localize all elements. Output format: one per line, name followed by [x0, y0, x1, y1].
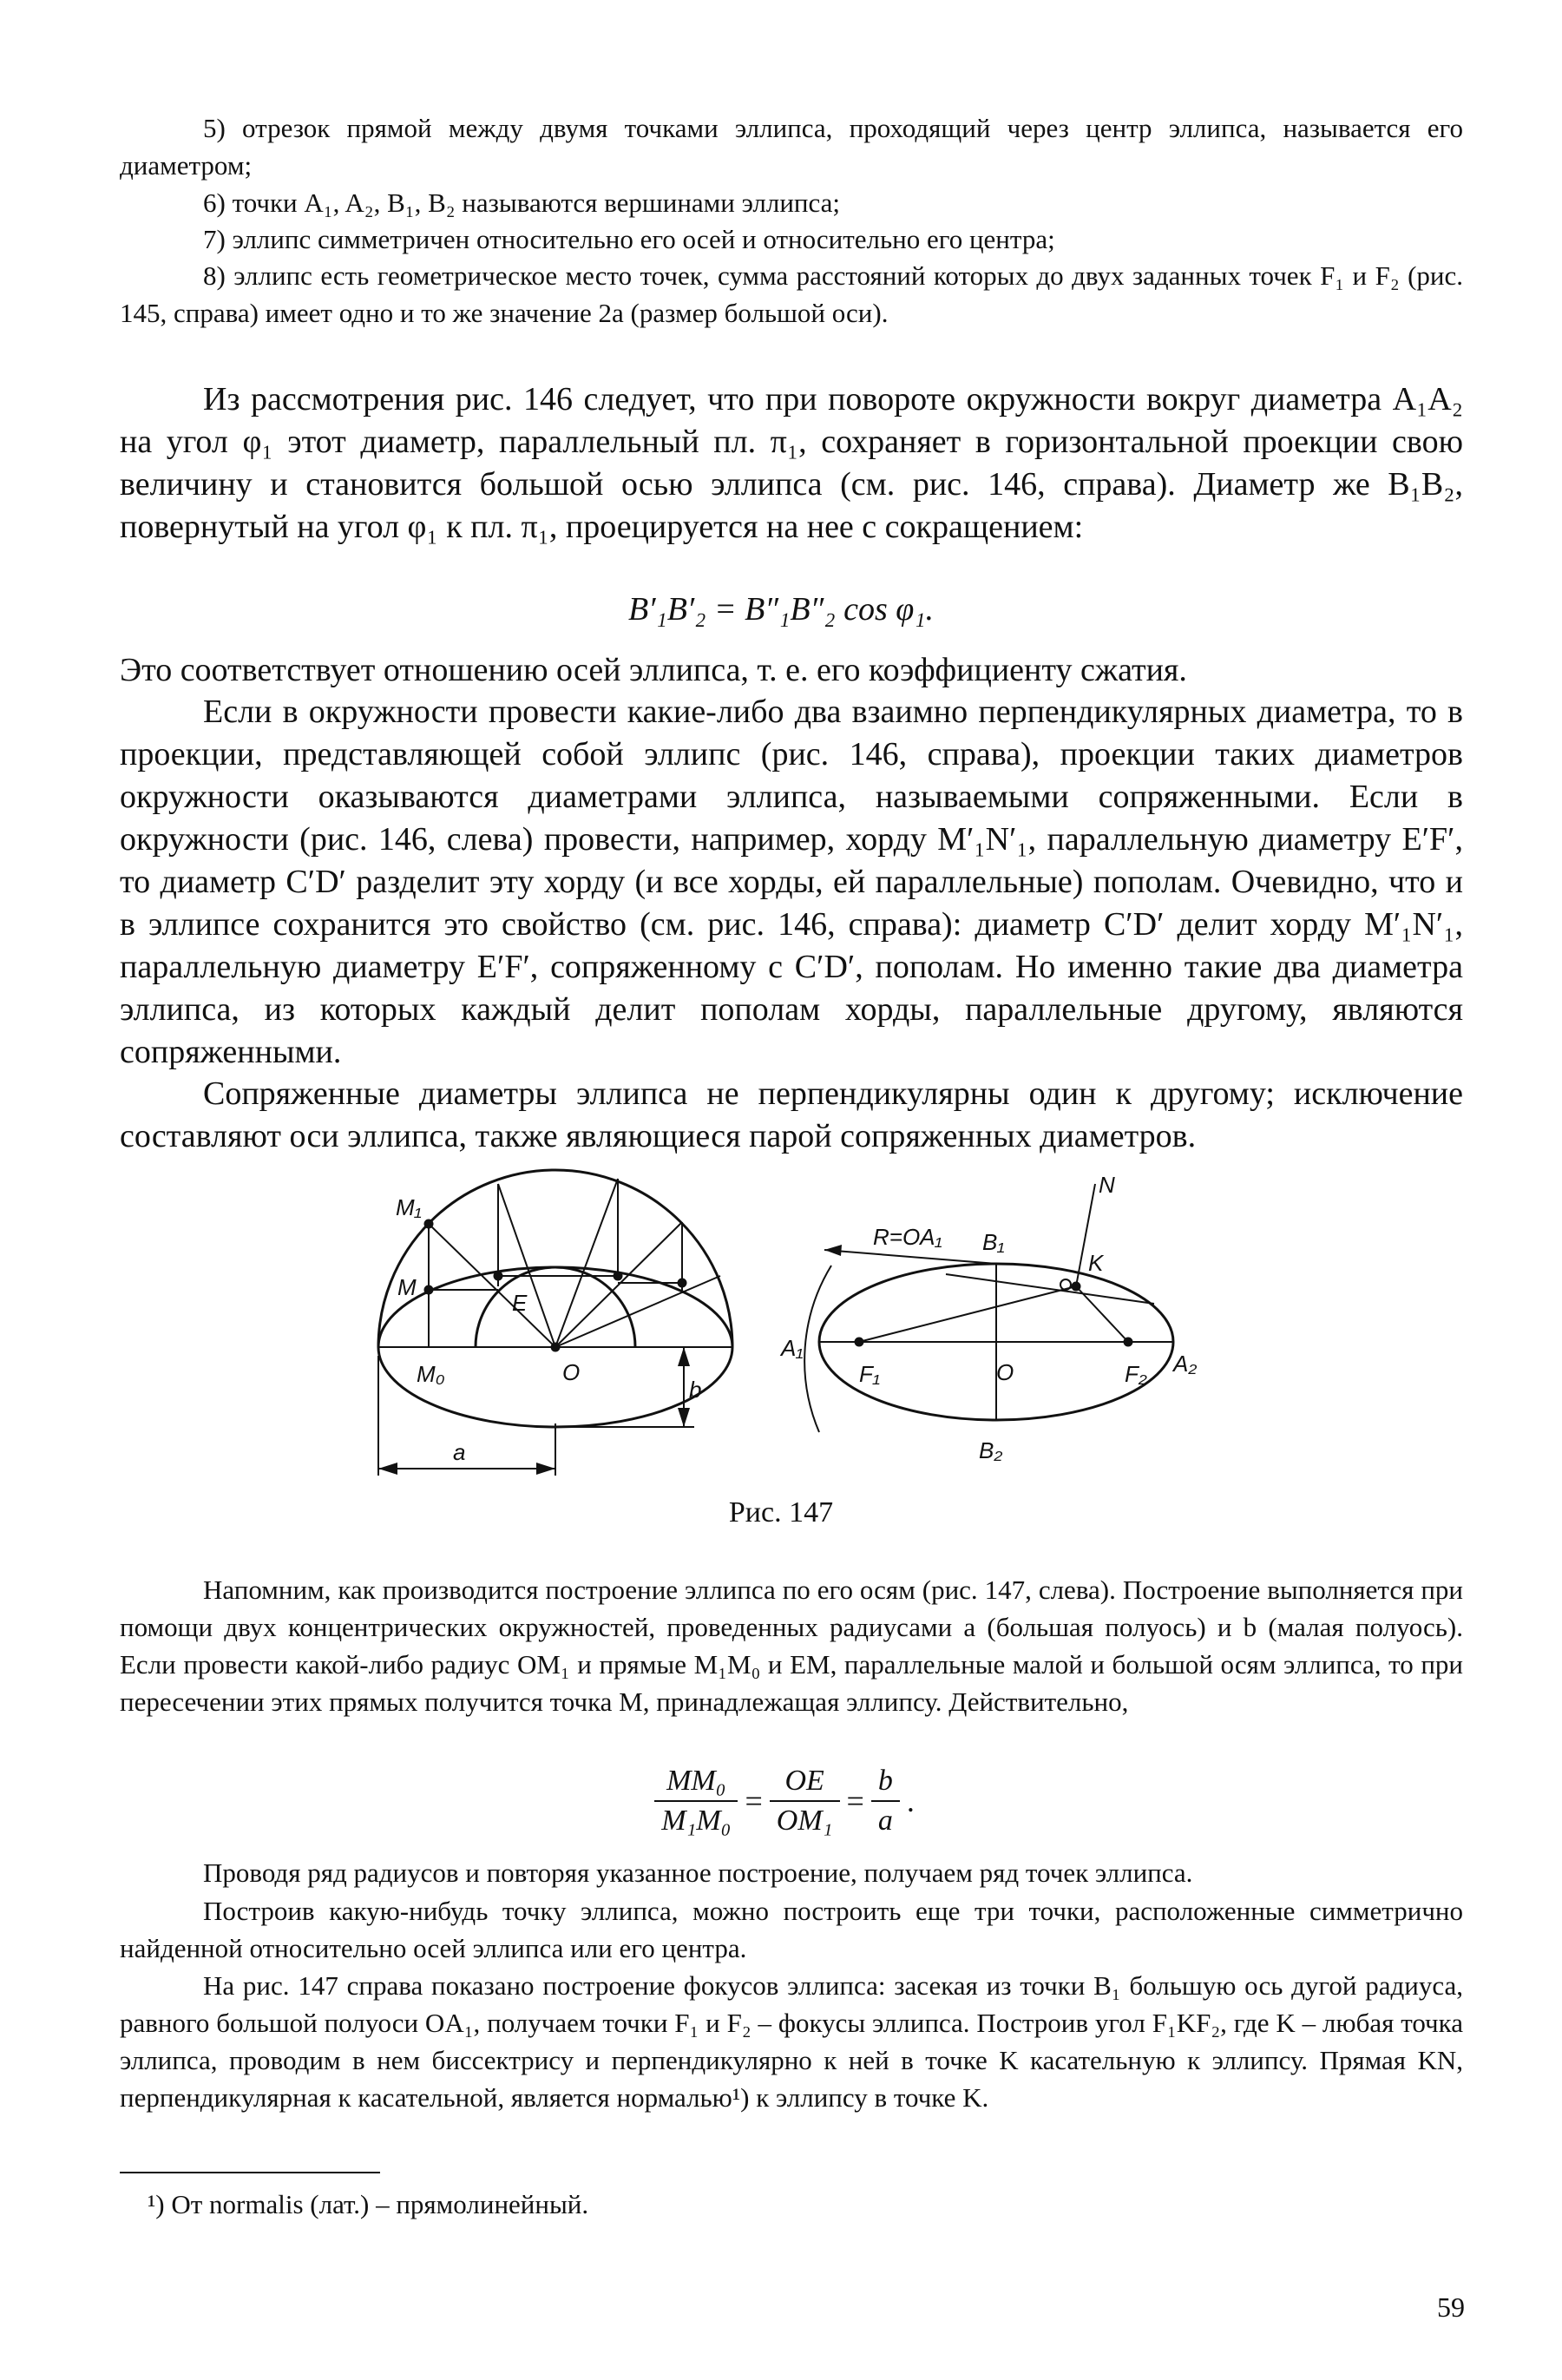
label-n: N [1099, 1172, 1115, 1198]
label-a2: A₂ [1173, 1351, 1198, 1377]
label-m: M [397, 1274, 417, 1300]
page-number: 59 [1437, 2291, 1465, 2323]
line-f1k [859, 1286, 1076, 1342]
list-item-7: 7) эллипс симметричен относительно его осей и относительно его центра; [203, 224, 1055, 254]
label-f1: F₁ [859, 1361, 881, 1387]
figure-147 [0, 1163, 1562, 1484]
radius-om1 [429, 1224, 555, 1347]
paragraph-symmetric: Построив какую-нибудь точку эллипса, можно построить еще три точки, расположенные симметрично найденной относительно осей эллипса или его центра. [120, 1896, 1463, 1963]
footnote: ¹) От normalis (лат.) – прямолинейный. [148, 2189, 589, 2219]
equation-ratio: $\frac{\text{MM₀}}{\text{M₁M₀}}$ = $\frac{OE}{\text{OM₁}}$ = $\frac{b}{a}$ . [0, 1762, 1562, 1840]
label-b1: B₁ [982, 1229, 1005, 1255]
figure-left-construction [378, 1170, 732, 1476]
paragraph-rotation: Из рассмотрения рис. 146 следует, что при повороте окружности вокруг диаметра A₁A₂ на угол φ₁ этот диаметр, параллельный пл. π₁, сохраняет в горизонтальной проекции свою величину и становится большой осью эллипса (см. рис. 146, справа). Диаметр же B₁B₂, повернутый на угол φ₁ к пл. π₁, проецируется на нее с сокращением: [120, 381, 1463, 545]
label-m1: M₁ [396, 1194, 422, 1220]
radius-line [824, 1250, 996, 1264]
paragraph-construction: Напомним, как производится построение эллипса по его осям (рис. 147, слева). Построение выполняется при помощи двух концентрических окружностей, проведенных радиусами a (большая полуось) и b (малая полуось). Если провести какой-либо радиус OM₁ и прямые M₁M₀ и EM, параллельные малой и большой осям эллипса, то при пересечении этих прямых получится точка M, принадлежащая эллипсу. Действительно, [120, 1575, 1463, 1717]
equation-projection: B′₁B′₂ = B″₁B″₂ cos φ₁. [627, 591, 934, 628]
label-b2: B₂ [979, 1437, 1003, 1463]
fraction-oe: $\frac{OE}{\text{OM₁}}$ [770, 1762, 840, 1840]
paragraph-compression: Это соответствует отношению осей эллипса, т. е. его коэффициенту сжатия. [120, 652, 1187, 688]
label-r: R=OA₁ [873, 1224, 942, 1250]
label-b: b [689, 1377, 702, 1403]
label-a: a [453, 1439, 466, 1465]
label-o-left: O [562, 1359, 581, 1385]
paragraph-not-perpendicular: Сопряженные диаметры эллипса не перпендикулярны один к другому; исключение составляют оси эллипса, также являющиеся парой сопряженных диаметров. [120, 1075, 1463, 1154]
paragraph-points: Проводя ряд радиусов и повторяя указанное построение, получаем ряд точек эллипса. [203, 1857, 1193, 1888]
label-m0: M₀ [417, 1361, 445, 1387]
list-item-5: 5) отрезок прямой между двумя точками эллипса, проходящий через центр эллипса, называется его диаметром; [120, 113, 1463, 181]
label-a1: A₁ [781, 1335, 804, 1361]
paragraph-conjugate-diameters: Если в окружности провести какие-либо два взаимно перпендикулярных диаметра, то в проекции, представляющей собой эллипс (рис. 146, справа), проекции таких диаметров окружности оказываются диаметрами эллипса, называемыми сопряженными. Если в окружности (рис. 146, слева) провести, например, хорду M′₁N′₁, параллельную диаметру E′F′, то диаметр C′D′ разделит эту хорду (и все хорды, ей параллельные) пополам. Очевидно, что и в эллипсе сохранится это свойство (см. рис. 146, справа): диаметр C′D′ делит хорду M′₁N′₁, параллельную диаметру E′F′, сопряженному с C′D′, пополам. Но именно такие два диаметра эллипса, из которых каждый делит пополам хорды, параллельные другому, являются сопряженными. [120, 694, 1463, 1070]
label-o-right: O [996, 1359, 1014, 1385]
fraction-mm0: $\frac{\text{MM₀}}{\text{M₁M₀}}$ [654, 1762, 738, 1840]
outer-semicircle [378, 1170, 732, 1347]
figure-right-foci [804, 1184, 1173, 1432]
arc-r [804, 1266, 831, 1432]
label-k: K [1088, 1250, 1104, 1276]
footnote-rule [120, 2172, 380, 2173]
list-item-6: 6) точки A₁, A₂, B₁, B₂ называются вершинами эллипса; [203, 187, 841, 218]
label-f2: F₂ [1125, 1361, 1147, 1387]
label-e: E [512, 1290, 528, 1316]
fraction-ba: $\frac{b}{a}$ [871, 1762, 900, 1840]
tangent-line [946, 1274, 1154, 1304]
paragraph-foci: На рис. 147 справа показано построение фокусов эллипса: засекая из точки B₁ большую ось дугой радиуса, равного большой полуоси OA₁, получаем точки F₁ и F₂ – фокусы эллипса. Построив угол F₁KF₂, где K – любая точка эллипса, проводим в нем биссектрису и перпендикулярно к ней в точке K касательную к эллипсу. Прямая KN, перпендикулярная к касательной, является нормалью¹) к эллипсу в точке K. [120, 1970, 1463, 2113]
line-f2k [1076, 1286, 1128, 1342]
list-item-8: 8) эллипс есть геометрическое место точек, сумма расстояний которых до двух заданных точек F₁ и F₂ (рис. 145, справа) имеет одно и то же значение 2a (размер большой оси). [120, 260, 1463, 328]
figure-caption: Рис. 147 [728, 1496, 834, 1529]
